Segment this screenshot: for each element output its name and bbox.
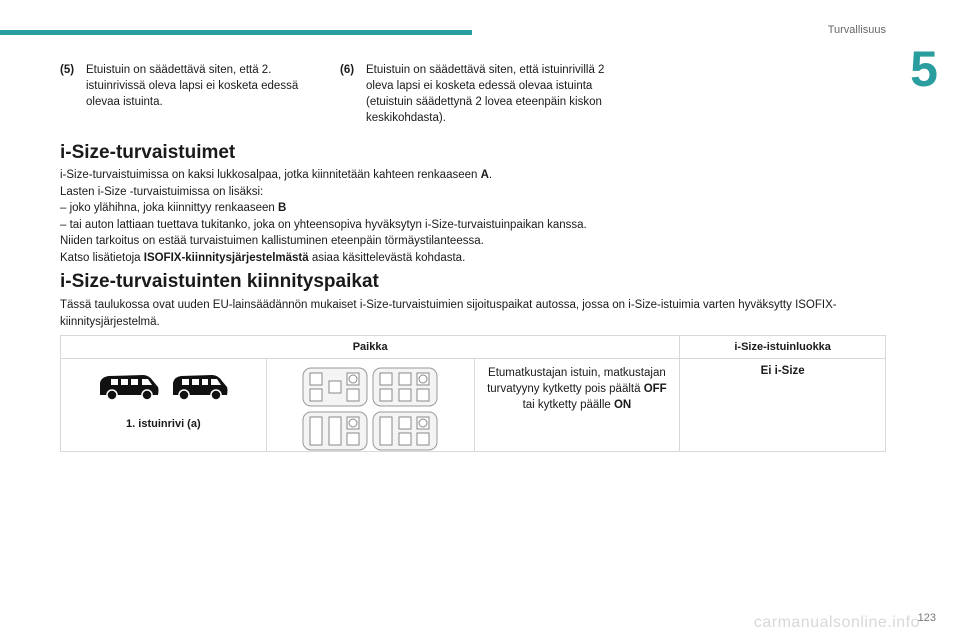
- page-number: 123: [917, 612, 936, 624]
- ring-a-label: A: [480, 169, 489, 181]
- table-row: [61, 359, 886, 452]
- seat-description-cell: [474, 359, 680, 452]
- places-intro: Tässä taulukossa ovat uuden EU-lainsäädännön mukaiset i-Size-turvaistuimien sijoituspaikat autossa, jossa on i-Size-istuimia varten hyväksytty ISOFIX-kiinnitysjärjestelmä.: [60, 299, 837, 328]
- column-header-class: i-Size-istuinluokka: [680, 336, 886, 359]
- row-label: 1. istuinrivi (a): [126, 418, 201, 430]
- text: tai kytketty päälle: [522, 399, 614, 411]
- isize-class-cell: Ei i-Size: [680, 359, 886, 452]
- watermark: carmanualsonline.info: [753, 614, 920, 631]
- note-number: (6): [340, 64, 355, 76]
- text: Niiden tarkoitus on estää turvaistuimen kallistuminen eteenpäin törmäystilanteessa.: [60, 235, 484, 247]
- text: Lasten i-Size -turvaistuimissa on lisäksi:: [60, 185, 264, 198]
- text: asiaa käsittelevästä kohdasta.: [308, 251, 466, 264]
- ring-b-label: B: [278, 202, 287, 214]
- van-long-icon: [170, 371, 230, 404]
- text: – joko ylähihna, joka kiinnittyy renkaaseen: [60, 202, 278, 214]
- note-number: (5): [60, 64, 75, 76]
- van-icon: [97, 371, 161, 404]
- column-header-place: Paikka: [61, 336, 680, 359]
- seat-layout-icon: [302, 411, 368, 451]
- header-accent-bar: [0, 30, 472, 35]
- text: – tai auton lattiaan tuettava tukitanko, joka on yhteensopiva hyväksytyn i-Size-turvaistuinpaikan kanssa.: [60, 218, 587, 231]
- text: .: [488, 169, 493, 181]
- text: Katso lisätietoja: [60, 251, 144, 264]
- table-header-row: [61, 336, 886, 359]
- text: i-Size-turvaistuimissa on kaksi lukkosalpaa, jotka kiinnitetään kahteen renkaaseen: [60, 169, 481, 181]
- note-text: Etuistuin on säädettävä siten, että 2. istuinrivissä oleva lapsi ei kosketa edessä olevaa istuinta.: [86, 64, 299, 108]
- seat-layout-cell: [266, 359, 474, 452]
- chapter-number: 5: [910, 41, 938, 97]
- isofix-reference: ISOFIX-kiinnitysjärjestelmästä: [143, 251, 309, 264]
- isize-places-table: [60, 335, 886, 452]
- places-heading: i-Size-turvaistuinten kiinnityspaikat: [60, 271, 379, 292]
- isize-heading: i-Size-turvaistuimet: [60, 142, 236, 163]
- seat-layout-icon: [372, 367, 438, 407]
- vehicle-cell: [61, 359, 267, 452]
- seat-layout-icon: [372, 411, 438, 451]
- airbag-on-label: ON: [613, 399, 632, 411]
- text: Etumatkustajan istuin, matkustajan turvatyyny kytketty pois päältä: [487, 367, 666, 395]
- isize-description: [60, 167, 860, 266]
- section-title: Turvallisuus: [827, 24, 886, 36]
- note-text: Etuistuin on säädettävä siten, että istuinrivillä 2 oleva lapsi ei kosketa edessä olevaa istuinta (etuistuin säädettynä 2 lovea eteenpäin kiskon keskikohdasta).: [366, 64, 605, 124]
- airbag-off-label: OFF: [643, 383, 667, 395]
- seat-layout-icon: [302, 367, 368, 407]
